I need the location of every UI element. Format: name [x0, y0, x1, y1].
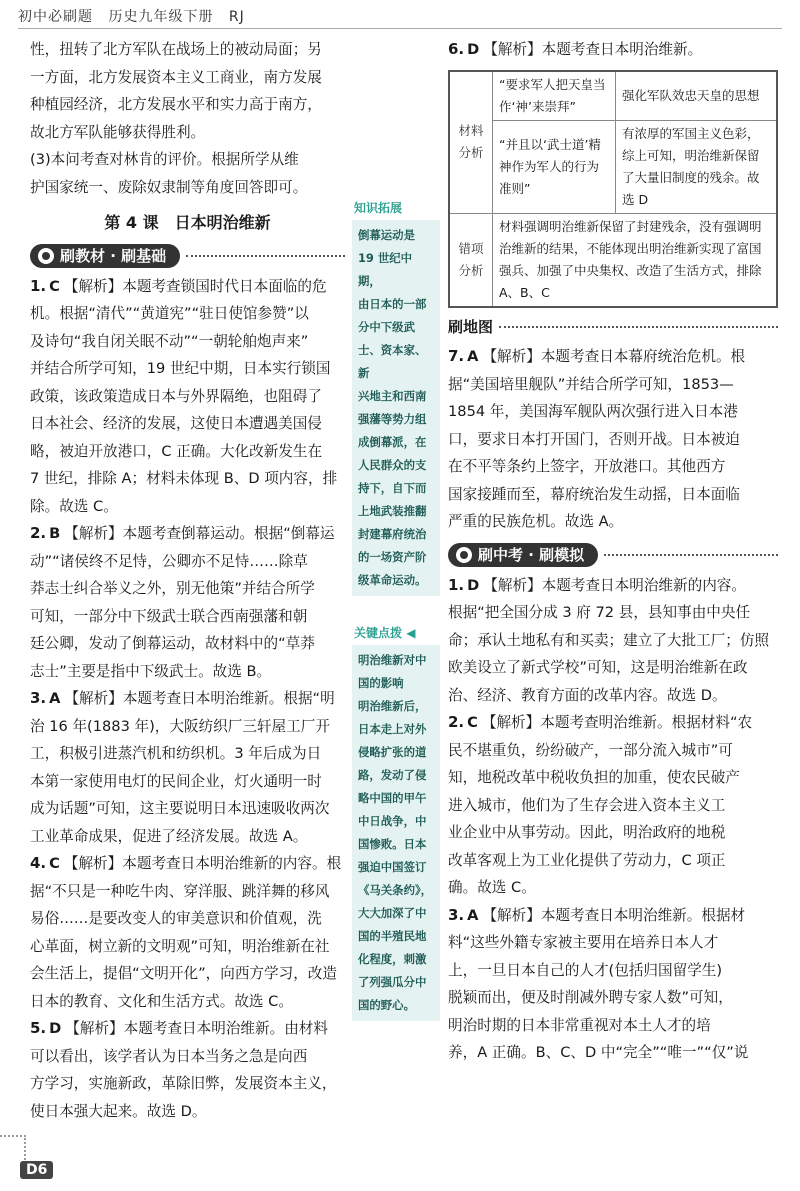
text-line: 易俗……是要改变人的审美意识和价值观，洗	[30, 910, 322, 927]
text-line	[448, 709, 778, 737]
note-line: 强迫中国签订	[358, 860, 427, 874]
item-text: 本题考查日本明治维新。由材料	[123, 1020, 328, 1037]
analysis-table	[448, 70, 778, 308]
lesson-title: 第 4 课 日本明治维新	[104, 213, 271, 232]
key-point-box	[352, 645, 440, 1021]
item-number: 6.	[448, 40, 465, 58]
text-line	[30, 520, 345, 548]
text-line: 业企业中从事劳动。因此，明治政府的地税	[448, 824, 726, 841]
note-line: 路，发动了侵	[358, 768, 427, 782]
answer-item	[448, 902, 778, 1067]
item-text: 本题考查日本明治维新。根据“明	[122, 690, 335, 707]
text-line: 性，扭转了北方军队在战场上的被动局面；另	[30, 41, 322, 58]
note-line: 封建幕府统治	[358, 527, 427, 541]
text-line: 方学习，实施新政，革除旧弊，发展资本主义，	[30, 1075, 337, 1092]
section-banner-map	[448, 314, 778, 342]
item-text: 本题考查倒幕运动。根据“倒幕运	[122, 525, 335, 542]
part3-text	[30, 146, 345, 201]
note-line: 强藩等势力组	[358, 412, 427, 426]
item-text: 本题考查日本明治维新。	[541, 41, 703, 58]
item-tag: 【解析】	[481, 714, 541, 731]
text-line: 种植园经济，北方发展水平和实力高于南方，	[30, 96, 322, 113]
left-column	[30, 36, 345, 1125]
item-answer: C	[49, 855, 60, 872]
text-line: (3)本问考查对林肯的评价。根据所学从维	[30, 151, 299, 168]
text-line	[448, 343, 778, 371]
text-line: 明治时期的日本非常重视对本土人才的培	[448, 1016, 711, 1034]
item-answer: C	[467, 714, 478, 731]
note-line: 明治维新对中	[358, 653, 427, 667]
text-line: 确。故选 C。	[448, 879, 536, 896]
key-point-title	[352, 620, 440, 645]
text-line: 工，积极引进蒸汽机和纺织机。3 年后成为日	[30, 745, 322, 762]
note-line: 士、资本家、新	[358, 343, 427, 380]
answer-list-basic	[30, 273, 345, 1126]
item-number: 7.	[448, 347, 465, 365]
item-text: 本题考查日本明治维新的内容。根	[122, 855, 342, 872]
text-line	[448, 902, 778, 930]
item-number: 4.	[30, 854, 47, 872]
note-line: 19 世纪中期，	[358, 251, 412, 288]
banner-label: 刷地图	[448, 317, 494, 336]
answer-item	[30, 273, 345, 521]
banner-label: 刷中考 · 刷模拟	[478, 545, 585, 564]
text-line: 可以看出，该学者认为日本当务之急是向西	[30, 1047, 308, 1065]
knowledge-extension-box	[352, 220, 440, 596]
item-number: 3.	[448, 905, 465, 924]
sidebar-notes	[352, 195, 440, 1091]
page-number: D6	[20, 1161, 53, 1179]
table-cell-analysis: 强化军队效忠天皇的思想	[616, 71, 778, 121]
answer-item	[30, 850, 345, 1015]
answer-item	[448, 36, 778, 64]
text-line	[30, 1015, 345, 1043]
text-line: 据“不只是一种吃牛肉、穿洋服、跳洋舞的移风	[30, 882, 330, 900]
pen-icon	[456, 547, 472, 563]
text-line: 根据“把全国分成 3 府 72 县，县知事由中央任	[448, 604, 751, 621]
answer-item	[448, 343, 778, 536]
table-label-material: 材料分析	[449, 71, 493, 214]
text-line: 一方面，北方发展资本主义工商业，南方发展	[30, 68, 322, 86]
answer-item	[30, 520, 345, 685]
pen-icon	[38, 248, 54, 264]
text-line: 本第一家使用电灯的民间企业，灯火通明一时	[30, 772, 322, 790]
text-line: 欧美设立了新式学校”可知，这是明治维新在政	[448, 659, 748, 676]
continuation-text	[30, 36, 345, 146]
note-line: 兴地主和西南	[358, 389, 427, 403]
answer-item	[448, 343, 778, 536]
note-line: 明治维新后，	[358, 699, 427, 713]
subject-name: 历史九年级下册	[108, 9, 214, 25]
item-answer: A	[467, 348, 479, 365]
item-tag: 【解析】	[482, 348, 541, 365]
edition: RJ	[228, 9, 245, 25]
text-line: 进入城市，他们为了生存会进入资本主义工	[448, 796, 726, 814]
item-tag: 【解析】	[483, 41, 542, 58]
note-line: 国的野心。	[358, 998, 415, 1012]
note-line: 国惨败。日本	[358, 837, 427, 851]
item-number: 5.	[30, 1019, 47, 1037]
text-line: 工业革命成果，促进了经济发展。故选 A。	[30, 827, 308, 845]
item-tag: 【解析】	[65, 1020, 124, 1037]
note-line: 侵略扩张的道	[358, 745, 427, 759]
note-line: 的一场资产阶	[358, 550, 427, 564]
item-text: 本题考查日本明治维新。根据材	[540, 906, 746, 924]
item-tag: 【解析】	[64, 690, 123, 707]
note-line: 分中下级武	[358, 320, 415, 334]
text-line: 民不堪重负，纷纷破产，一部分流入城市”可	[448, 741, 733, 759]
note-line: 倒幕运动是	[358, 228, 415, 242]
item-text: 本题考查日本幕府统治危机。根	[540, 348, 746, 365]
right-column	[448, 36, 778, 1067]
item-answer: A	[49, 690, 61, 707]
text-line: 上，一旦日本自己的人才(包括归国留学生)	[448, 961, 723, 979]
text-line: 料“这些外籍专家被主要用在培养日本人才	[448, 934, 719, 951]
item-answer: B	[49, 525, 61, 542]
banner-label: 刷教材 · 刷基础	[60, 246, 167, 265]
text-line: 日本的教育、文化和生活方式。故选 C。	[30, 992, 293, 1010]
item-tag: 【解析】	[482, 906, 541, 924]
item-tag: 【解析】	[63, 277, 123, 295]
item-number: 2.	[448, 713, 465, 731]
table-cell-quote: “并且以‘武士道’精神作为军人的行为准则”	[493, 120, 616, 213]
note-line: 国的半殖民地	[358, 929, 427, 943]
table-cell-error: 材料强调明治维新保留了封建残余，没有强调明治维新的结果，不能体现出明治维新实现了富国强兵、加强了中央集权、改造了生活方式，排除 A、B、C	[493, 213, 778, 307]
item-answer: C	[49, 277, 60, 295]
text-line: 故北方军队能够获得胜利。	[30, 123, 206, 141]
item-answer: D	[467, 41, 480, 58]
item-tag: 【解析】	[483, 576, 542, 594]
table-cell-quote: “要求军人把天皇当作‘神’来崇拜”	[493, 71, 616, 121]
text-line: 命；承认土地私有和买卖；建立了大批工厂；仿照	[448, 631, 770, 649]
text-line: 脱颖而出，便及时削减外聘专家人数”可知，	[448, 989, 733, 1006]
table-label-error: 错项分析	[449, 213, 493, 307]
item-answer: D	[49, 1020, 62, 1037]
note-line: 国的影响	[358, 676, 404, 690]
item-number: 3.	[30, 689, 47, 707]
note-line: 化程度，刺激	[358, 952, 427, 966]
answer-item	[30, 685, 345, 850]
text-line	[30, 850, 345, 878]
text-line: 在不平等条约上签字，开放港口。其他西方	[448, 458, 726, 475]
page-header	[18, 6, 255, 26]
knowledge-extension-title: 知识拓展	[354, 201, 403, 215]
text-line: 据“美国培里舰队”并结合所学可知，1853—	[448, 375, 734, 393]
text-line: 廷公卿，发动了倒幕运动，故材料中的“草莽	[30, 635, 315, 652]
item-answer: A	[467, 906, 479, 924]
text-line: 严重的民族危机。故选 A。	[448, 513, 624, 530]
text-line: 心革面，树立新的文明观”可知，明治维新在社	[30, 937, 330, 955]
text-line: 莽志士纠合举义之外，别无他策”并结合所学	[30, 580, 315, 597]
item-number: 1.	[30, 276, 47, 295]
text-line: 除。故选 C。	[30, 497, 118, 515]
header-divider	[18, 28, 782, 29]
item-text: 本题考查日本明治维新的内容。	[541, 576, 746, 594]
text-line: 治、经济、教育方面的改革内容。故选 D。	[448, 686, 727, 704]
item-answer: D	[467, 576, 480, 594]
text-line	[30, 273, 345, 301]
text-line: 及诗句“我自闭关眠不动”“一朝轮舶炮声来”	[30, 332, 309, 350]
answer-list-exam	[448, 572, 778, 1067]
note-line: 成倒幕派，在	[358, 435, 427, 449]
text-line: 成为话题”可知，这主要说明日本迅速吸收两次	[30, 800, 330, 817]
note-line: 上地武装推翻	[358, 504, 427, 518]
text-line: 略，被迫开放港口，C 正确。大化改新发生在	[30, 442, 323, 460]
text-line: 使日本强大起来。故选 D。	[30, 1102, 207, 1120]
text-line: 治 16 年(1883 年)，大阪纺织厂三轩屋工厂开	[30, 717, 330, 735]
section-banner-exam	[448, 542, 778, 568]
text-line: 知，地税改革中税收负担的加重，使农民破产	[448, 769, 740, 786]
note-line: 由日本的一部	[358, 297, 427, 311]
note-line: 大大加深了中	[358, 906, 427, 920]
text-line: 志士”主要是指中下级武士。故选 B。	[30, 662, 272, 680]
table-cell-analysis: 有浓厚的军国主义色彩，综上可知，明治维新保留了大量旧制度的残余。故选 D	[616, 120, 778, 213]
note-line: 中日战争，中	[358, 814, 427, 828]
text-line: 改革客观上为工业化提供了劳动力，C 项正	[448, 851, 726, 869]
text-line: 口，要求日本打开国门，否则开战。日本被迫	[448, 430, 740, 448]
text-line	[448, 572, 778, 600]
arrow-left-icon: ◀	[402, 626, 416, 640]
text-line: 7 世纪，排除 A；材料未体现 B、D 项内容，排	[30, 470, 338, 487]
section-banner-basic	[30, 243, 345, 269]
note-line: 持下，自下而	[358, 481, 427, 495]
text-line: 国家接踵而至，幕府统治发生动摇，日本面临	[448, 485, 740, 503]
item-tag: 【解析】	[63, 855, 123, 872]
text-line: 并结合所学可知，19 世纪中期，日本实行锁国	[30, 360, 331, 377]
item-text: 本题考查锁国时代日本面临的危	[122, 277, 327, 295]
note-line: 日本走上对外	[358, 722, 427, 736]
text-line	[30, 685, 345, 713]
answer-item	[448, 572, 778, 710]
item-text: 本题考查明治维新。根据材料“农	[540, 714, 753, 731]
note-line: 了列强瓜分中	[358, 975, 427, 989]
item-number: 1.	[448, 575, 465, 594]
note-line: 《马关条约》，	[358, 883, 433, 897]
series-name: 初中必刷题	[18, 9, 93, 25]
answer-item	[30, 1015, 345, 1125]
item-tag: 【解析】	[64, 525, 123, 542]
text-line: 1854 年，美国海军舰队两次强行进入日本港	[448, 403, 738, 420]
answer-item	[448, 709, 778, 902]
key-point-label: 关键点拨	[354, 626, 403, 640]
text-line: 养，A 正确。B、C、D 中“完全”“唯一”“仅”说	[448, 1044, 749, 1061]
text-line: 可知，一部分中下级武士联合西南强藩和朝	[30, 607, 308, 625]
text-line: 政策，该政策造成日本与外界隔绝，也阻碍了	[30, 387, 322, 405]
text-line: 日本社会、经济的发展，这使日本遭遇美国侵	[30, 415, 322, 432]
note-line: 人民群众的支	[358, 458, 427, 472]
note-line: 略中国的甲午	[358, 791, 427, 805]
text-line: 机。根据“清代”“黄道宪”“驻日使馆参赞”以	[30, 305, 309, 322]
note-line: 级革命运动。	[358, 573, 427, 587]
text-line: 会生活上，提倡“文明开化”，向西方学习，改造	[30, 965, 337, 982]
item-number: 2.	[30, 524, 47, 542]
text-line: 护国家统一、废除奴隶制等角度回答即可。	[30, 178, 308, 196]
text-line: 动”“诸侯终不足恃，公卿亦不足恃……除草	[30, 552, 308, 570]
